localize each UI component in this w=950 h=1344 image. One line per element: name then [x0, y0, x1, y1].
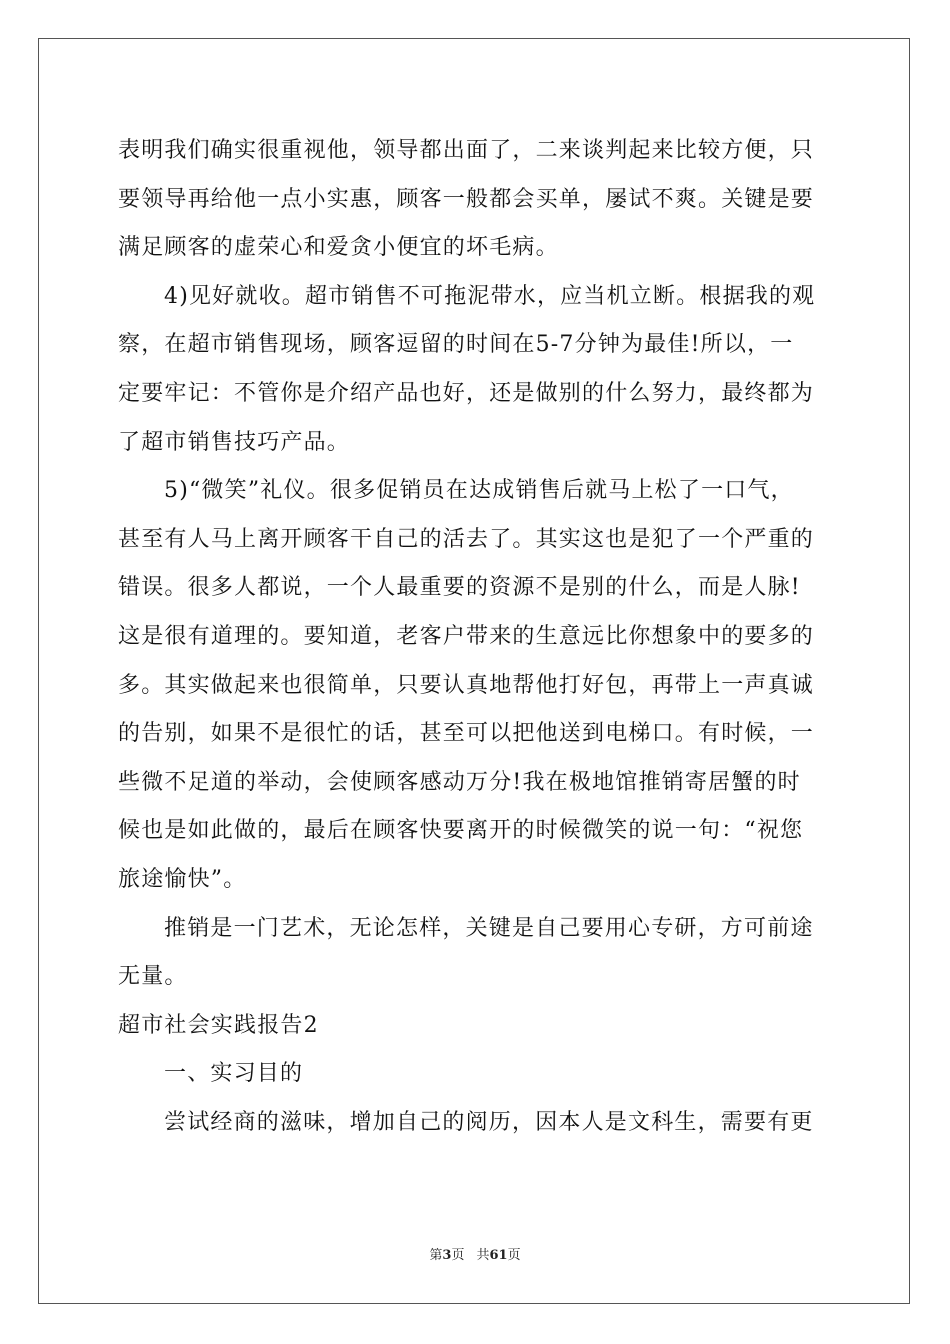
text-line: 要领导再给他一点小实惠，顾客一般都会买单，屡试不爽。关键是要: [118, 186, 815, 212]
page-suffix: 页: [451, 1248, 465, 1263]
text-line: 这是很有道理的。要知道，老客户带来的生意远比你想象中的要多的: [118, 623, 815, 649]
text-line: 旅途愉快”。: [118, 866, 247, 892]
text-line: 无量。: [118, 964, 188, 990]
text-line: 察，在超市销售现场，顾客逗留的时间在5-7分钟为最佳!所以，一: [118, 332, 794, 358]
text-line: 的告别，如果不是很忙的话，甚至可以把他送到电梯口。有时候，一: [118, 721, 815, 747]
text-line: 错误。很多人都说，一个人最重要的资源不是别的什么，而是人脉!: [118, 575, 801, 601]
page-footer: [0, 1248, 950, 1264]
paragraph-start-line: 5)“微笑”礼仪。很多促销员在达成销售后就马上松了一口气，: [164, 478, 794, 504]
page-number: 3: [442, 1248, 452, 1263]
document-body: [118, 127, 834, 1147]
total-pages: 61: [489, 1248, 508, 1263]
paragraph-start-line: 尝试经商的滋味，增加自己的阅历，因本人是文科生，需要有更: [164, 1109, 814, 1135]
paragraph-start-line: 推销是一门艺术，无论怎样，关键是自己要用心专研，方可前途: [164, 915, 814, 941]
text-line: 候也是如此做的，最后在顾客快要离开的时候微笑的说一句：“祝您: [118, 818, 804, 844]
section-heading: 超市社会实践报告2: [118, 1012, 319, 1038]
text-line: 定要牢记：不管你是介绍产品也好，还是做别的什么努力，最终都为: [118, 380, 815, 406]
text-line: 多。其实做起来也很简单，只要认真地帮他打好包，再带上一声真诚: [118, 672, 815, 698]
text-line: 表明我们确实很重视他，领导都出面了，二来谈判起来比较方便，只: [118, 138, 815, 163]
text-line: 了超市销售技巧产品。: [118, 429, 351, 455]
paragraph-start-line: 4)见好就收。超市销售不可拖泥带水，应当机立断。根据我的观: [164, 283, 816, 309]
subsection-heading: 一、实习目的: [164, 1061, 304, 1087]
text-line: 甚至有人马上离开顾客干自己的活去了。其实这也是犯了一个严重的: [118, 526, 815, 552]
text-line: 满足顾客的虚荣心和爱贪小便宜的坏毛病。: [118, 235, 559, 261]
page-prefix: 第: [429, 1248, 443, 1263]
total-suffix: 页: [507, 1248, 521, 1263]
total-prefix: 共: [476, 1248, 490, 1263]
text-line: 些微不足道的举动，会使顾客感动万分!我在极地馆推销寄居蟹的时: [118, 769, 801, 795]
